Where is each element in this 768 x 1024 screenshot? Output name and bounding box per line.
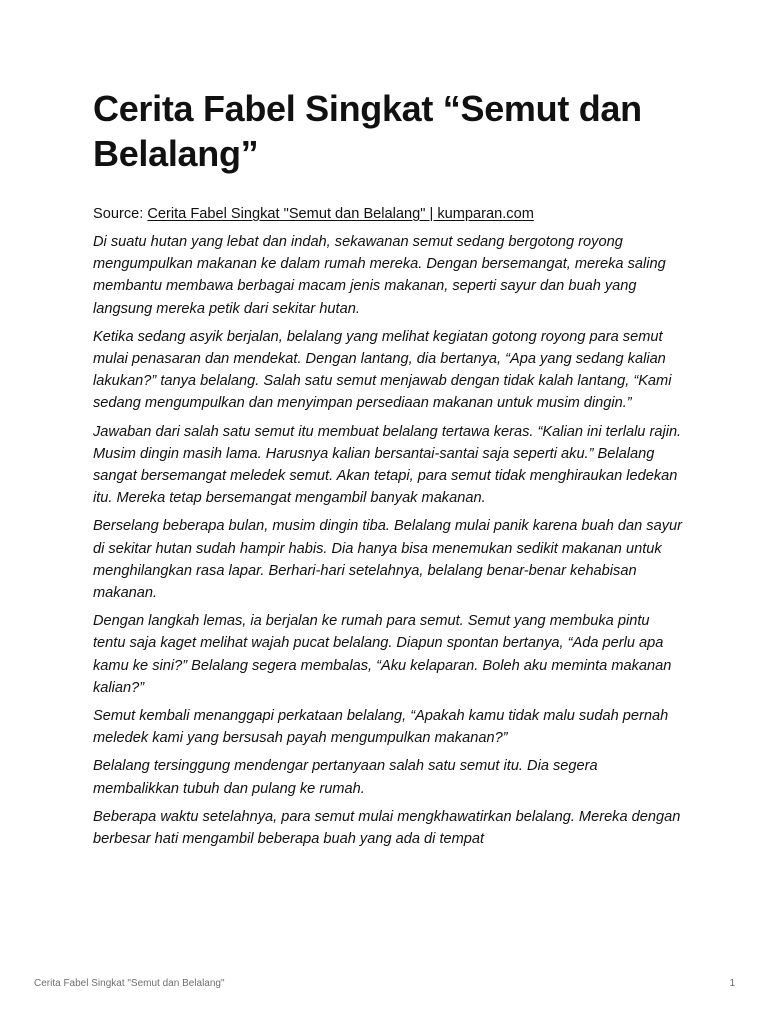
paragraph-3: Jawaban dari salah satu semut itu membuat belalang tertawa keras. “Kalian ini terlalu rajin. Musim dingin masih lama. Harusnya kalian bersantai-santai saja seperti aku.” Belalang sangat bersemangat meledek semut. Akan tetapi, para semut tidak menghiraukan ledekan itu. Mereka tetap bersemangat mengambil banyak makanan. xyxy=(93,423,682,507)
paragraph-2: Ketika sedang asyik berjalan, belalang yang melihat kegiatan gotong royong para semut mulai penasaran dan mendekat. Dengan lantang, dia bertanya, “Apa yang sedang kalian lakukan?” tanya belalang. Salah satu semut menjawab dengan tidak kalah lantang, “Kami sedang mengumpulkan dan menyimpan persediaan makanan untuk musim dingin.” xyxy=(93,328,672,412)
document-body xyxy=(93,86,683,850)
page-number: 1 xyxy=(729,978,735,989)
document-title: Cerita Fabel Singkat “Semut dan Belalang” xyxy=(93,88,642,174)
paragraph-8: Beberapa waktu setelahnya, para semut mulai mengkhawatirkan belalang. Mereka dengan berbesar hati mengambil beberapa buah yang ada di tempat xyxy=(93,808,681,848)
paragraph-7: Belalang tersinggung mendengar pertanyaan salah satu semut itu. Dia segera membalikkan tubuh dan pulang ke rumah. xyxy=(93,758,598,797)
footer-title: Cerita Fabel Singkat "Semut dan Belalang" xyxy=(34,978,225,989)
source-link[interactable]: Cerita Fabel Singkat "Semut dan Belalang" | kumparan.com xyxy=(147,206,534,222)
paragraph-5: Dengan langkah lemas, ia berjalan ke rumah para semut. Semut yang membuka pintu tentu saja kaget melihat wajah pucat belalang. Diapun spontan bertanya, “Ada perlu apa kamu ke sini?” Belalang segera membalas, “Aku kelaparan. Boleh aku meminta makanan kalian?” xyxy=(93,613,672,696)
source-line xyxy=(93,203,683,225)
paragraph-1: Di suatu hutan yang lebat dan indah, sekawanan semut sedang bergotong royong mengumpulkan makanan ke dalam rumah mereka. Dengan bersemangat, mereka saling membantu membawa berbagai macam jenis makanan, seperti sayur dan buah yang langsung mereka petik dari sekitar hutan. xyxy=(93,234,666,317)
source-label: Source: xyxy=(93,206,148,222)
paragraph-6: Semut kembali menanggapi perkataan belalang, “Apakah kamu tidak malu sudah pernah meledek kami yang bersusah payah mengumpulkan makanan?” xyxy=(93,708,669,747)
paragraph-4: Berselang beberapa bulan, musim dingin tiba. Belalang mulai panik karena buah dan sayur di sekitar hutan sudah hampir habis. Dia hanya bisa menemukan sedikit makanan untuk menghilangkan rasa lapar. Berhari-hari setelahnya, belalang benar-benar kehabisan makanan. xyxy=(93,518,682,602)
